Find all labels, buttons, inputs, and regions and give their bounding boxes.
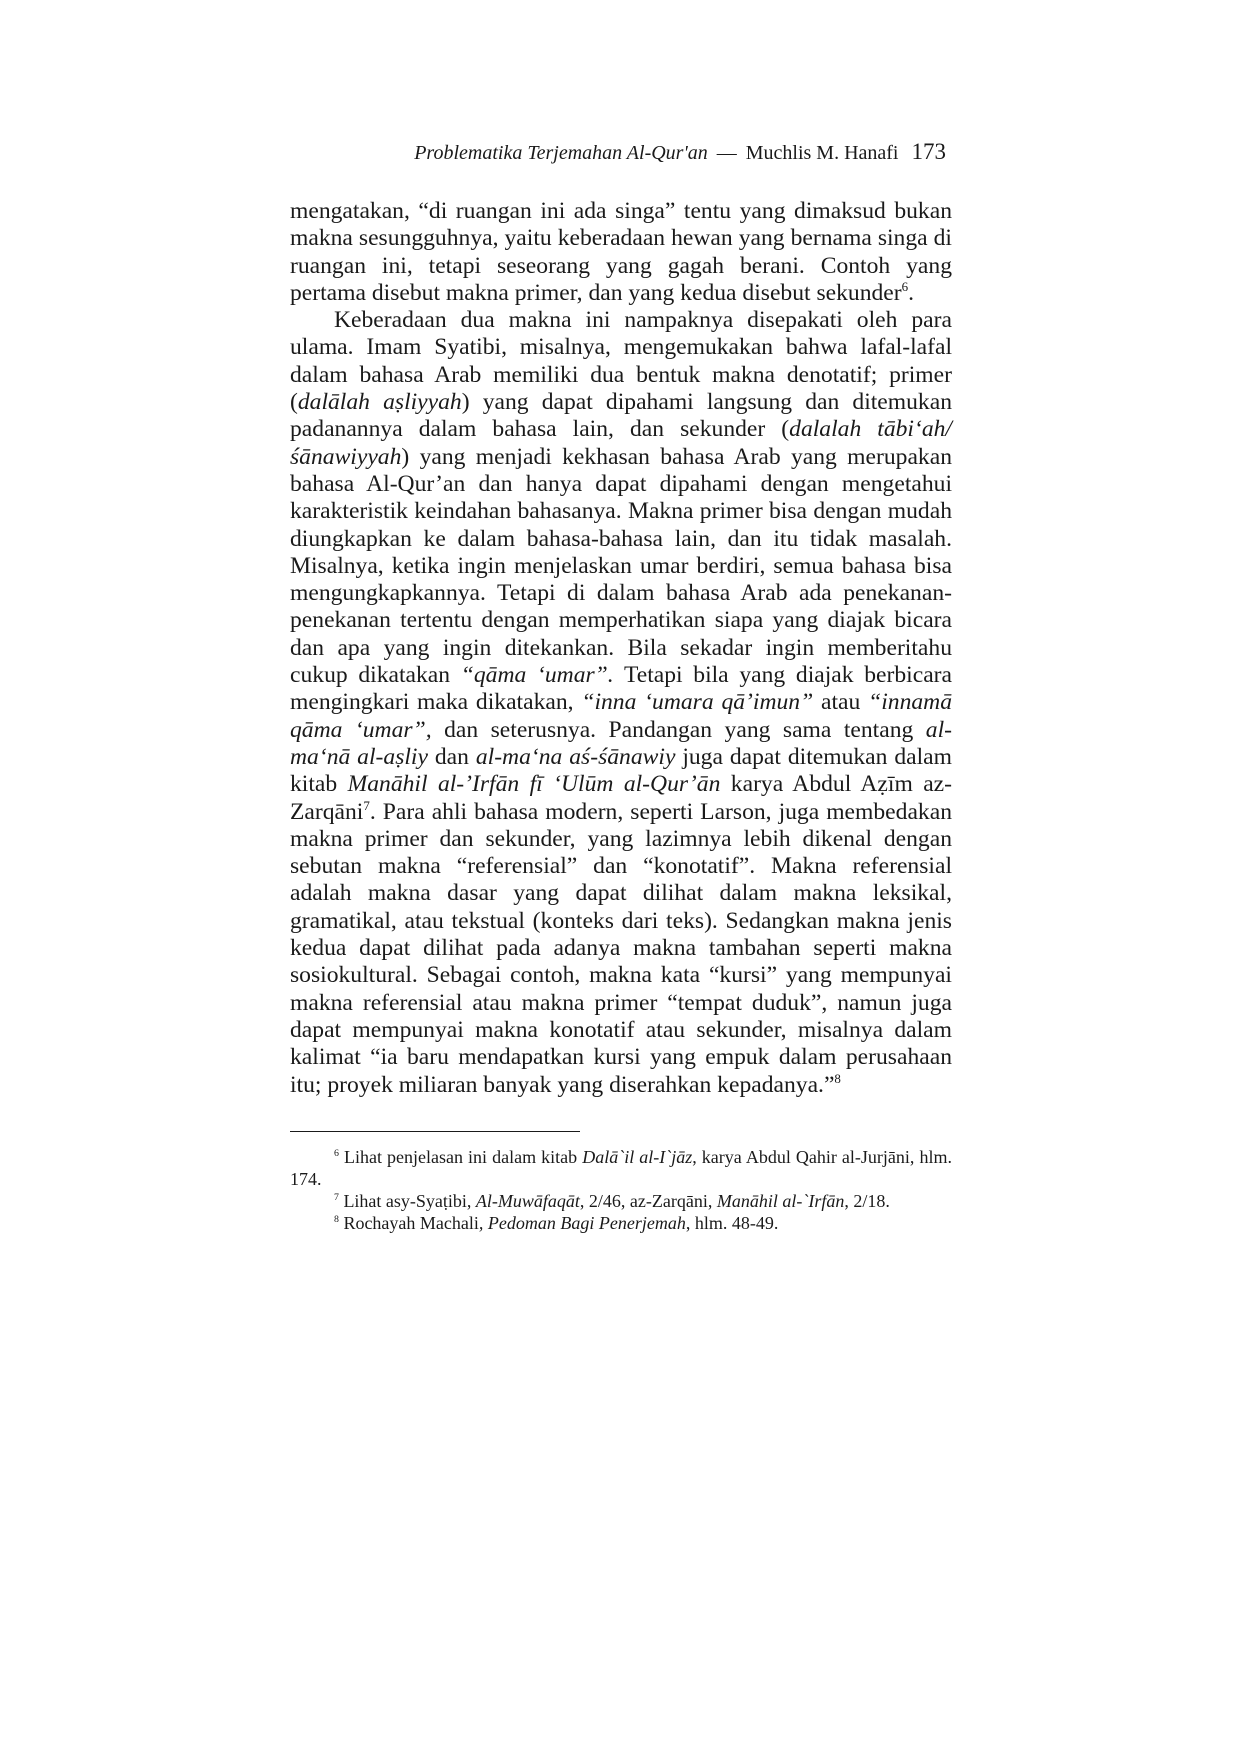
text-run: , 2/18. [844, 1191, 890, 1211]
italic-term: Dalā`il al-I`jāz [582, 1147, 693, 1167]
text-run: mengatakan, “di ruangan ini ada singa” tentu yang dimaksud bukan makna sesungguhnya, yaitu keberadaan hewan yang bernama singa di ruangan ini, tetapi seseorang yang gagah berani. Contoh yang pertama disebut makna primer, dan yang kedua disebut sekunder [290, 198, 952, 306]
text-run: , 2/46, az-Zarqāni, [579, 1191, 717, 1211]
footnote-number: 8 [334, 1214, 339, 1225]
text-run: , karya Abdul Qahir al-Jurjāni, hlm. 174. [290, 1147, 952, 1189]
footnote-8 [290, 1212, 952, 1234]
text-run: Lihat asy-Syaṭibi, [338, 1191, 476, 1211]
text-run: Tetapi bila yang diajak berbicara mengingkari maka dikatakan, [290, 662, 952, 716]
footnote-number: 6 [334, 1148, 339, 1159]
footnote-ref-8: 8 [834, 1070, 841, 1086]
footnote-ref-6: 6 [901, 279, 909, 295]
header-title: Problematika Terjemahan Al-Qur'an [414, 142, 708, 164]
text-run: Rochayah Machali [338, 1213, 479, 1233]
footnote-7 [290, 1190, 952, 1212]
footnote-divider [290, 1131, 580, 1132]
italic-term: Manāhil al-`Irfān [716, 1191, 845, 1211]
footnote-number: 7 [334, 1192, 339, 1203]
italic-term: al-ma‘nā al-aṣliy [290, 716, 952, 770]
text-run: juga dapat ditemukan dalam kitab [290, 743, 952, 798]
text-run: , hlm. 48-49. [685, 1213, 779, 1233]
paragraph-1 [290, 198, 952, 307]
italic-term: Manāhil al-’Irfān fī ‘Ulūm al-Qur’ān [347, 771, 721, 798]
italic-term: “innamā qāma ‘umar”, [290, 689, 953, 743]
header-author: Muchlis M. Hanafi [745, 142, 899, 164]
text-run: karya Abdul Aẓīm az-Zarqāni [290, 771, 953, 825]
italic-term: , Pedoman Bagi Penerjemah [478, 1213, 686, 1233]
text-run: . [908, 279, 915, 306]
running-header [290, 138, 946, 167]
italic-term: dalalah tābi‘ah/ śānawiyyah [290, 416, 952, 470]
footnote-6 [290, 1146, 952, 1190]
text-run: ) yang menjadi kekhasan bahasa Arab yang merupakan bahasa Al-Qur’an dan hanya dapat dipahami dengan mengetahui karakteristik keindahan bahasanya. Makna primer bisa dengan mudah diungkapkan ke dalam bahasa-bahasa lain, dan itu tidak masalah. Misalnya, ketika ingin menjelaskan umar berdiri, semua bahasa bisa mengungkapkannya. Tetapi di dalam bahasa Arab ada penekanan-penekanan tertentu dengan memperhatikan siapa yang diajak bicara dan apa yang ingin ditekankan. Bila sekadar ingin memberitahu cukup dikatakan [290, 443, 952, 689]
header-separator: — [716, 142, 737, 164]
italic-term: “qāma ‘umar”. [460, 662, 614, 689]
text-run: ) yang dapat dipahami langsung dan ditemukan padanannya dalam bahasa lain, dan sekunder ( [290, 389, 952, 443]
footnotes [290, 1146, 952, 1234]
text-run: dan seterusnya. Pandangan yang sama tentang [431, 716, 926, 743]
paragraph-2 [290, 307, 952, 1099]
italic-term: Al-Muwāfaqāt [475, 1191, 580, 1211]
italic-term: dalālah aṣliyyah [297, 389, 462, 416]
footnote-ref-7: 7 [363, 797, 370, 813]
text-run: Lihat penjelasan ini dalam kitab [338, 1147, 583, 1167]
text-run: atau [813, 689, 869, 716]
italic-term: “inna ‘umara qā’imun” [581, 689, 814, 716]
text-run: . Para ahli bahasa modern, seperti Larson, juga membedakan makna primer dan sekunder, yang lazimnya lebih dikenal dengan sebutan makna “referensial” dan “konotatif”. Makna referensial adalah makna dasar yang dapat dilihat dalam makna leksikal, gramatikal, atau tekstual (konteks dari teks). Sedangkan makna jenis kedua dapat dilihat pada adanya makna tambahan seperti makna sosiokultural. Sebagai contoh, makna kata “kursi” yang mempunyai makna referensial atau makna primer “tempat duduk”, namun juga dapat mempunyai makna konotatif atau sekunder, misalnya dalam kalimat “ia baru mendapatkan kursi yang empuk dalam perusahaan itu; proyek miliaran banyak yang diserahkan kepadanya.” [290, 798, 952, 1098]
main-text [290, 198, 952, 1099]
text-run: dan [427, 743, 476, 770]
text-run: Keberadaan dua makna ini nampaknya disepakati oleh para ulama. Imam Syatibi, misalnya, mengemukakan bahwa lafal-lafal dalam bahasa Arab memiliki dua bentuk makna denotatif; primer ( [290, 307, 952, 416]
page-number: 173 [911, 139, 946, 164]
italic-term: al-ma‘na aś-śānawiy [475, 743, 676, 770]
